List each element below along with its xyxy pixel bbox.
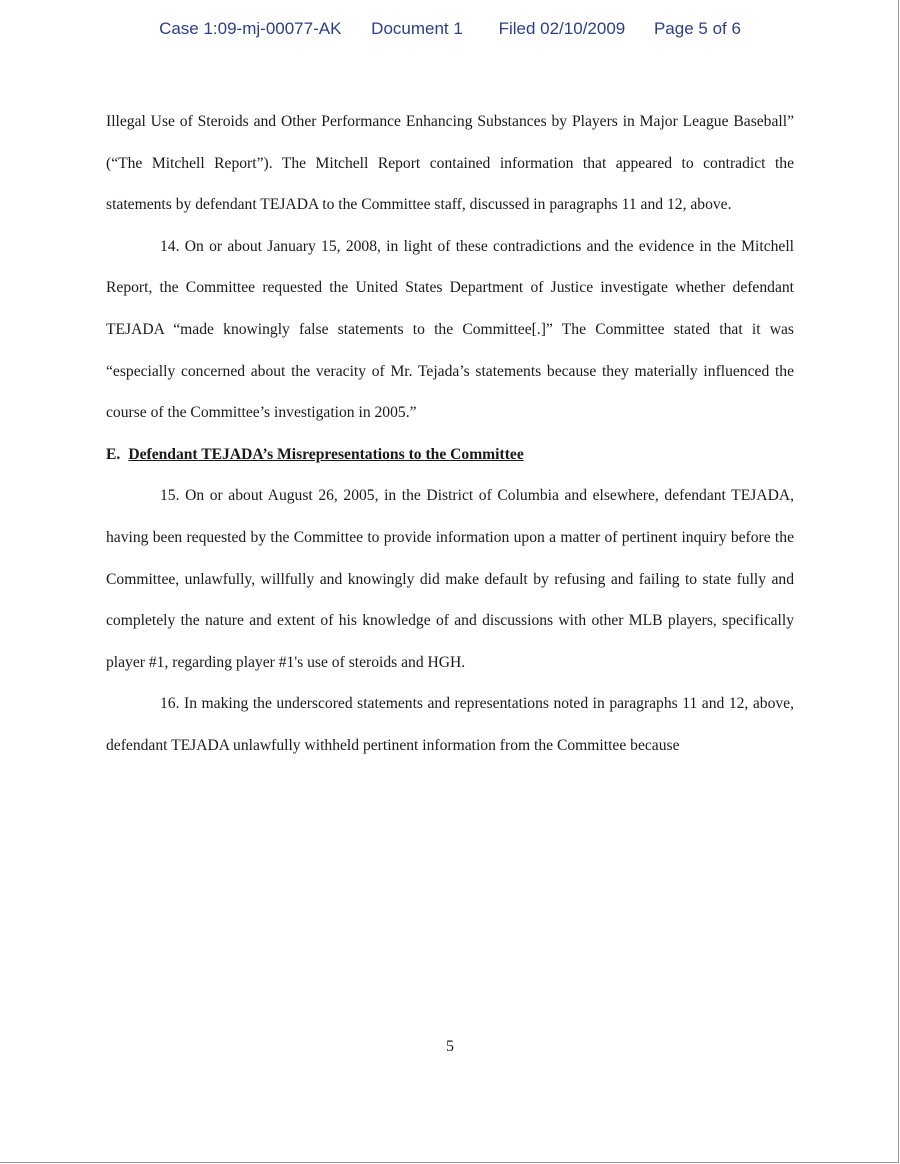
paragraph-14: 14. On or about January 15, 2008, in light of these contradictions and the evidence in the Mitchell Report, the Committee requested the United States Department of Justice investigate whether defendant TEJADA “made knowingly false statements to the Committee[.]” The Committee stated that it was “especially concerned about the veracity of Mr. Tejada’s statements because they materially influenced the course of the Committee’s investigation in 2005.” bbox=[106, 237, 794, 422]
page-indicator: Page 5 of 6 bbox=[653, 19, 741, 38]
section-letter: E. bbox=[106, 445, 121, 463]
document-number: Document 1 bbox=[371, 19, 463, 38]
filed-date: Filed 02/10/2009 bbox=[498, 19, 626, 38]
paragraph-continuation: Illegal Use of Steroids and Other Performance Enhancing Substances by Players in Major League Baseball” (“The Mitchell Report”). The Mitchell Report contained information that appeared to contradict the statements by defendant TEJADA to the Committee staff, discussed in paragraphs 11 and 12, above. bbox=[106, 113, 794, 214]
case-number: Case 1:09-mj-00077-AK bbox=[159, 19, 342, 38]
section-title: Defendant TEJADA’s Misrepresentations to the Committee bbox=[128, 445, 524, 463]
section-heading bbox=[106, 434, 794, 476]
document-body bbox=[106, 101, 794, 767]
paragraph-16: 16. In making the underscored statements and representations noted in paragraphs 11 and 12, above, defendant TEJADA unlawfully withheld pertinent information from the Committee because bbox=[106, 695, 794, 754]
page-number: 5 bbox=[446, 1038, 454, 1055]
paragraph-15: 15. On or about August 26, 2005, in the District of Columbia and elsewhere, defendant TEJADA, having been requested by the Committee to provide information upon a matter of pertinent inquiry before the Committee, unlawfully, willfully and knowingly did make default by refusing and failing to state fully and completely the nature and extent of his knowledge of and discussions with other MLB players, specifically player #1, regarding player #1's use of steroids and HGH. bbox=[106, 487, 794, 671]
court-filing-header bbox=[0, 19, 900, 39]
